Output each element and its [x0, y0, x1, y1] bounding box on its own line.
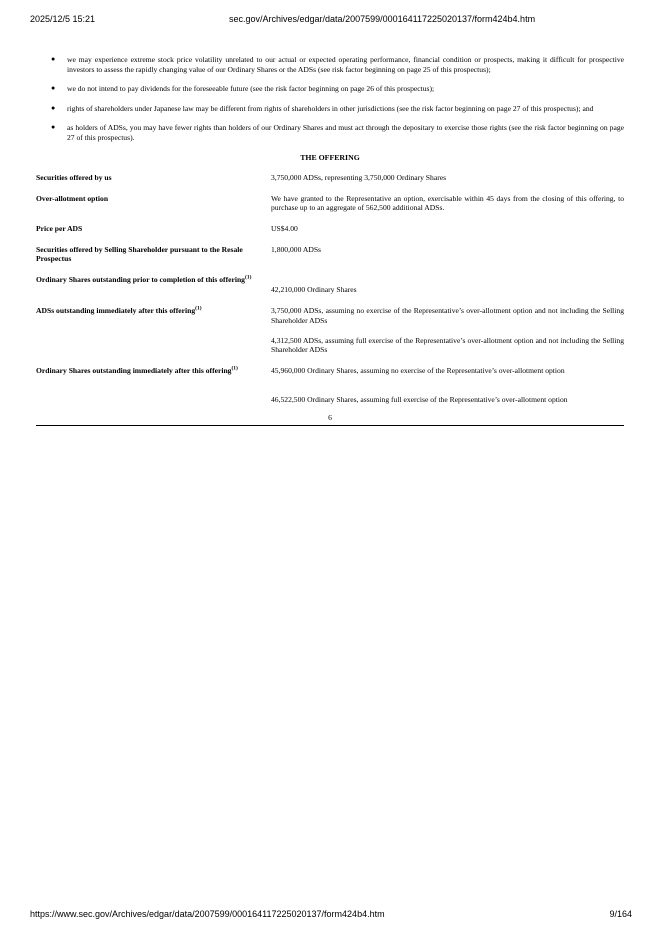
offering-row	[36, 194, 624, 213]
risk-bullet	[36, 55, 624, 74]
bullet-text: we do not intend to pay dividends for the foreseeable future (see the risk factor beginning on page 26 of this prospectus);	[67, 84, 435, 94]
offering-label: ADSs outstanding immediately after this offering$^{(1)}$	[36, 305, 202, 316]
print-datetime: 2025/12/5 15:21	[30, 14, 96, 24]
page-number: 6	[328, 412, 332, 422]
offering-label: Over-allotment option	[36, 193, 109, 203]
offering-label: Price per ADS	[36, 223, 83, 233]
print-page-title: sec.gov/Archives/edgar/data/2007599/000164117225020137/form424b4.htm	[229, 14, 536, 24]
bullet-dot-icon: ●	[51, 55, 56, 63]
bullet-text: rights of shareholders under Japanese law may be different from rights of shareholders in other jurisdictions (see the risk factor beginning on page 27 of this prospectus); and	[67, 103, 594, 113]
footnote-marker: (1)	[244, 274, 252, 281]
offering-row	[36, 366, 624, 405]
bullet-text: as holders of ADSs, you may have fewer rights than holders of our Ordinary Shares and must act through the depositary to exercise those rights (see the risk factor beginning on page 27 of this prospectus).	[67, 123, 624, 142]
bullet-dot-icon: ●	[51, 84, 56, 93]
offering-value: 42,210,000 Ordinary Shares	[271, 284, 357, 294]
offering-value: US$4.00	[271, 223, 298, 233]
offering-value: 1,800,000 ADSs	[271, 244, 322, 254]
offering-row	[36, 275, 624, 295]
offering-row	[36, 306, 624, 354]
offering-row	[36, 224, 624, 234]
risk-bullet	[36, 84, 624, 94]
offering-row	[36, 245, 624, 264]
section-title: THE OFFERING	[300, 152, 360, 162]
risk-bullet	[36, 123, 624, 142]
offering-value: 3,750,000 ADSs, representing 3,750,000 Ordinary Shares	[271, 173, 447, 183]
risk-bullet	[36, 104, 624, 114]
offering-label: Securities offered by Selling Shareholder pursuant to the Resale Prospectus	[36, 244, 243, 264]
print-page-count: 9/164	[609, 909, 632, 919]
browser-print-footer	[30, 909, 632, 923]
offering-value: 45,960,000 Ordinary Shares, assuming no exercise of the Representative’s over-allotment option 46,522,500 Ordinary Shares, assuming full exercise of the Representative’s over-allotment option	[271, 365, 568, 405]
offering-value: 3,750,000 ADSs, assuming no exercise of the Representative’s over-allotment option and not including the Selling Shareholder ADSs 4,312,500 ADSs, assuming full exercise of the Representative’s over-allotment option and not including the Selling Shareholder ADSs	[271, 306, 624, 355]
bullet-text: we may experience extreme stock price volatility unrelated to our actual or expected operating performance, financial condition or prospects, making it difficult for prospective investors to assess the rapidly changing value of our Ordinary Shares or the ADSs (see risk factor beginning on page 25 of this prospectus);	[67, 55, 624, 74]
offering-row	[36, 173, 624, 183]
footnote-marker: (1)	[231, 365, 238, 372]
bullet-dot-icon: ●	[51, 103, 56, 112]
offering-label: Ordinary Shares outstanding prior to completion of this offering$^{(1)}$	[36, 274, 252, 284]
bullet-dot-icon: ●	[51, 123, 56, 132]
offering-label: Ordinary Shares outstanding immediately after this offering$^{(1)}$	[36, 365, 238, 375]
browser-print-header	[30, 14, 632, 28]
document-content	[36, 55, 624, 426]
page-divider	[36, 425, 624, 426]
print-url: https://www.sec.gov/Archives/edgar/data/2007599/000164117225020137/form424b4.htm	[30, 909, 385, 919]
offering-value: We have granted to the Representative an option, exercisable within 45 days from the closing of this offering, to purchase up to an aggregate of 562,500 additional ADSs.	[271, 193, 624, 213]
footnote-marker: (1)	[195, 305, 202, 312]
offering-label: Securities offered by us	[36, 173, 112, 183]
